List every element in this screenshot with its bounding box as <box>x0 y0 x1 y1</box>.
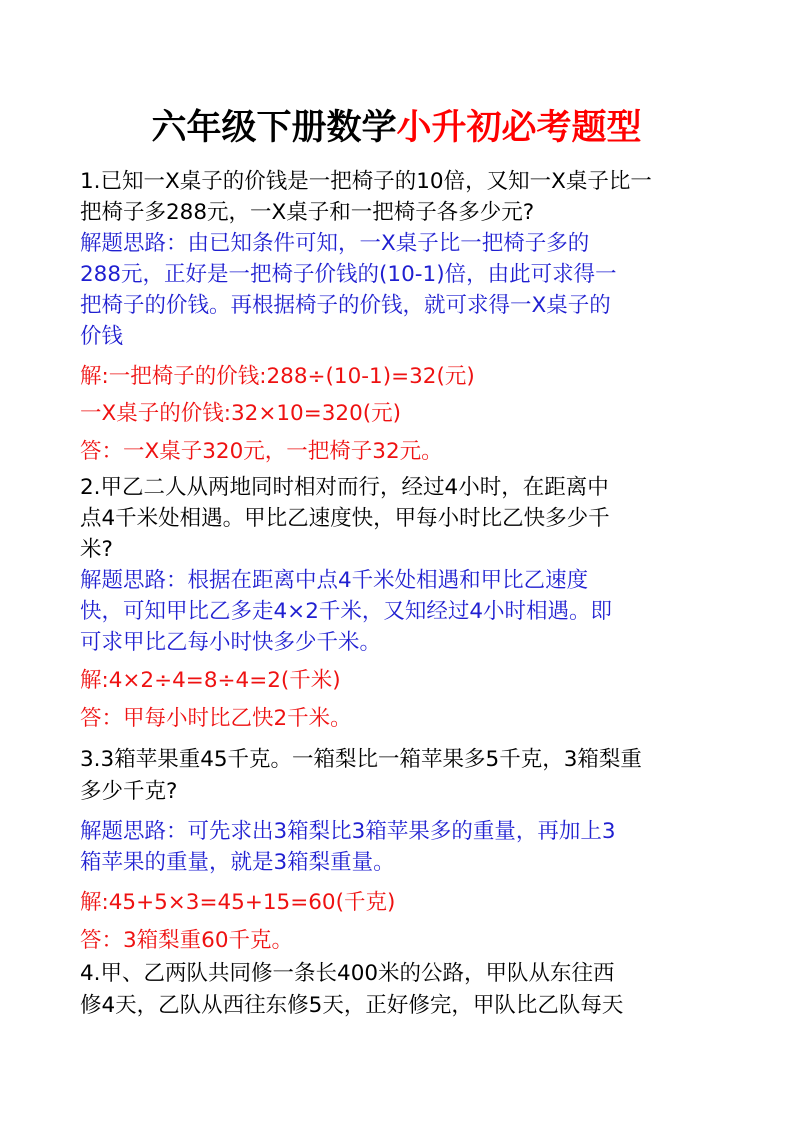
question-1-hint-line-3: 把椅子的价钱。再根据椅子的价钱，就可求得一X桌子的 <box>80 293 611 318</box>
question-2-hint-line-1: 解题思路：根据在距离中点4千米处相遇和甲比乙速度 <box>80 568 589 593</box>
question-2-line-3: 米? <box>80 537 113 562</box>
question-2-answer: 答：甲每小时比乙快2千米。 <box>80 706 352 731</box>
question-3-hint-line-2: 箱苹果的重量，就是3箱梨重量。 <box>80 850 395 875</box>
question-2-hint-line-2: 快，可知甲比乙多走4×2千米，又知经过4小时相遇。即 <box>80 599 613 624</box>
title-part-black: 六年级下册数学 <box>151 108 397 148</box>
question-3-line-1: 3.3箱苹果重45千克。一箱梨比一箱苹果多5千克，3箱梨重 <box>80 747 642 772</box>
question-1-line-2: 把椅子多288元，一X桌子和一把椅子各多少元? <box>80 200 535 225</box>
question-2-line-1: 2.甲乙二人从两地同时相对而行，经过4小时，在距离中 <box>80 475 609 500</box>
title-part-red: 小升初必考题型 <box>396 108 642 148</box>
question-2-line-2: 点4千米处相遇。甲比乙速度快，甲每小时比乙快多少千 <box>80 506 610 531</box>
question-1-solution-line-1: 解:一把椅子的价钱:288÷(10-1)=32(元) <box>80 364 475 389</box>
question-3-hint-line-1: 解题思路：可先求出3箱梨比3箱苹果多的重量，再加上3 <box>80 819 616 844</box>
question-1-hint-line-2: 288元，正好是一把椅子价钱的(10-1)倍，由此可求得一 <box>80 262 617 287</box>
question-3-solution: 解:45+5×3=45+15=60(千克) <box>80 890 396 915</box>
question-1-line-1: 1.已知一X桌子的价钱是一把椅子的10倍，又知一X桌子比一 <box>80 169 652 194</box>
question-3-line-2: 多少千克? <box>80 779 178 804</box>
question-4-line-1: 4.甲、乙两队共同修一条长400米的公路，甲队从东往西 <box>80 961 615 986</box>
question-1-answer: 答：一X桌子320元，一把椅子32元。 <box>80 439 443 464</box>
question-1-solution-line-2: 一X桌子的价钱:32×10=320(元) <box>80 401 402 426</box>
question-2-solution: 解:4×2÷4=8÷4=2(千米) <box>80 668 341 693</box>
question-2-hint-line-3: 可求甲比乙每小时快多少千米。 <box>80 630 382 655</box>
question-1-hint-line-4: 价钱 <box>80 324 124 349</box>
question-1-hint-line-1: 解题思路：由已知条件可知，一X桌子比一把椅子多的 <box>80 231 590 256</box>
question-3-answer: 答：3箱梨重60千克。 <box>80 928 294 953</box>
page-title <box>0 104 793 152</box>
question-4-line-2: 修4天，乙队从西往东修5天，正好修完，甲队比乙队每天 <box>80 993 624 1018</box>
